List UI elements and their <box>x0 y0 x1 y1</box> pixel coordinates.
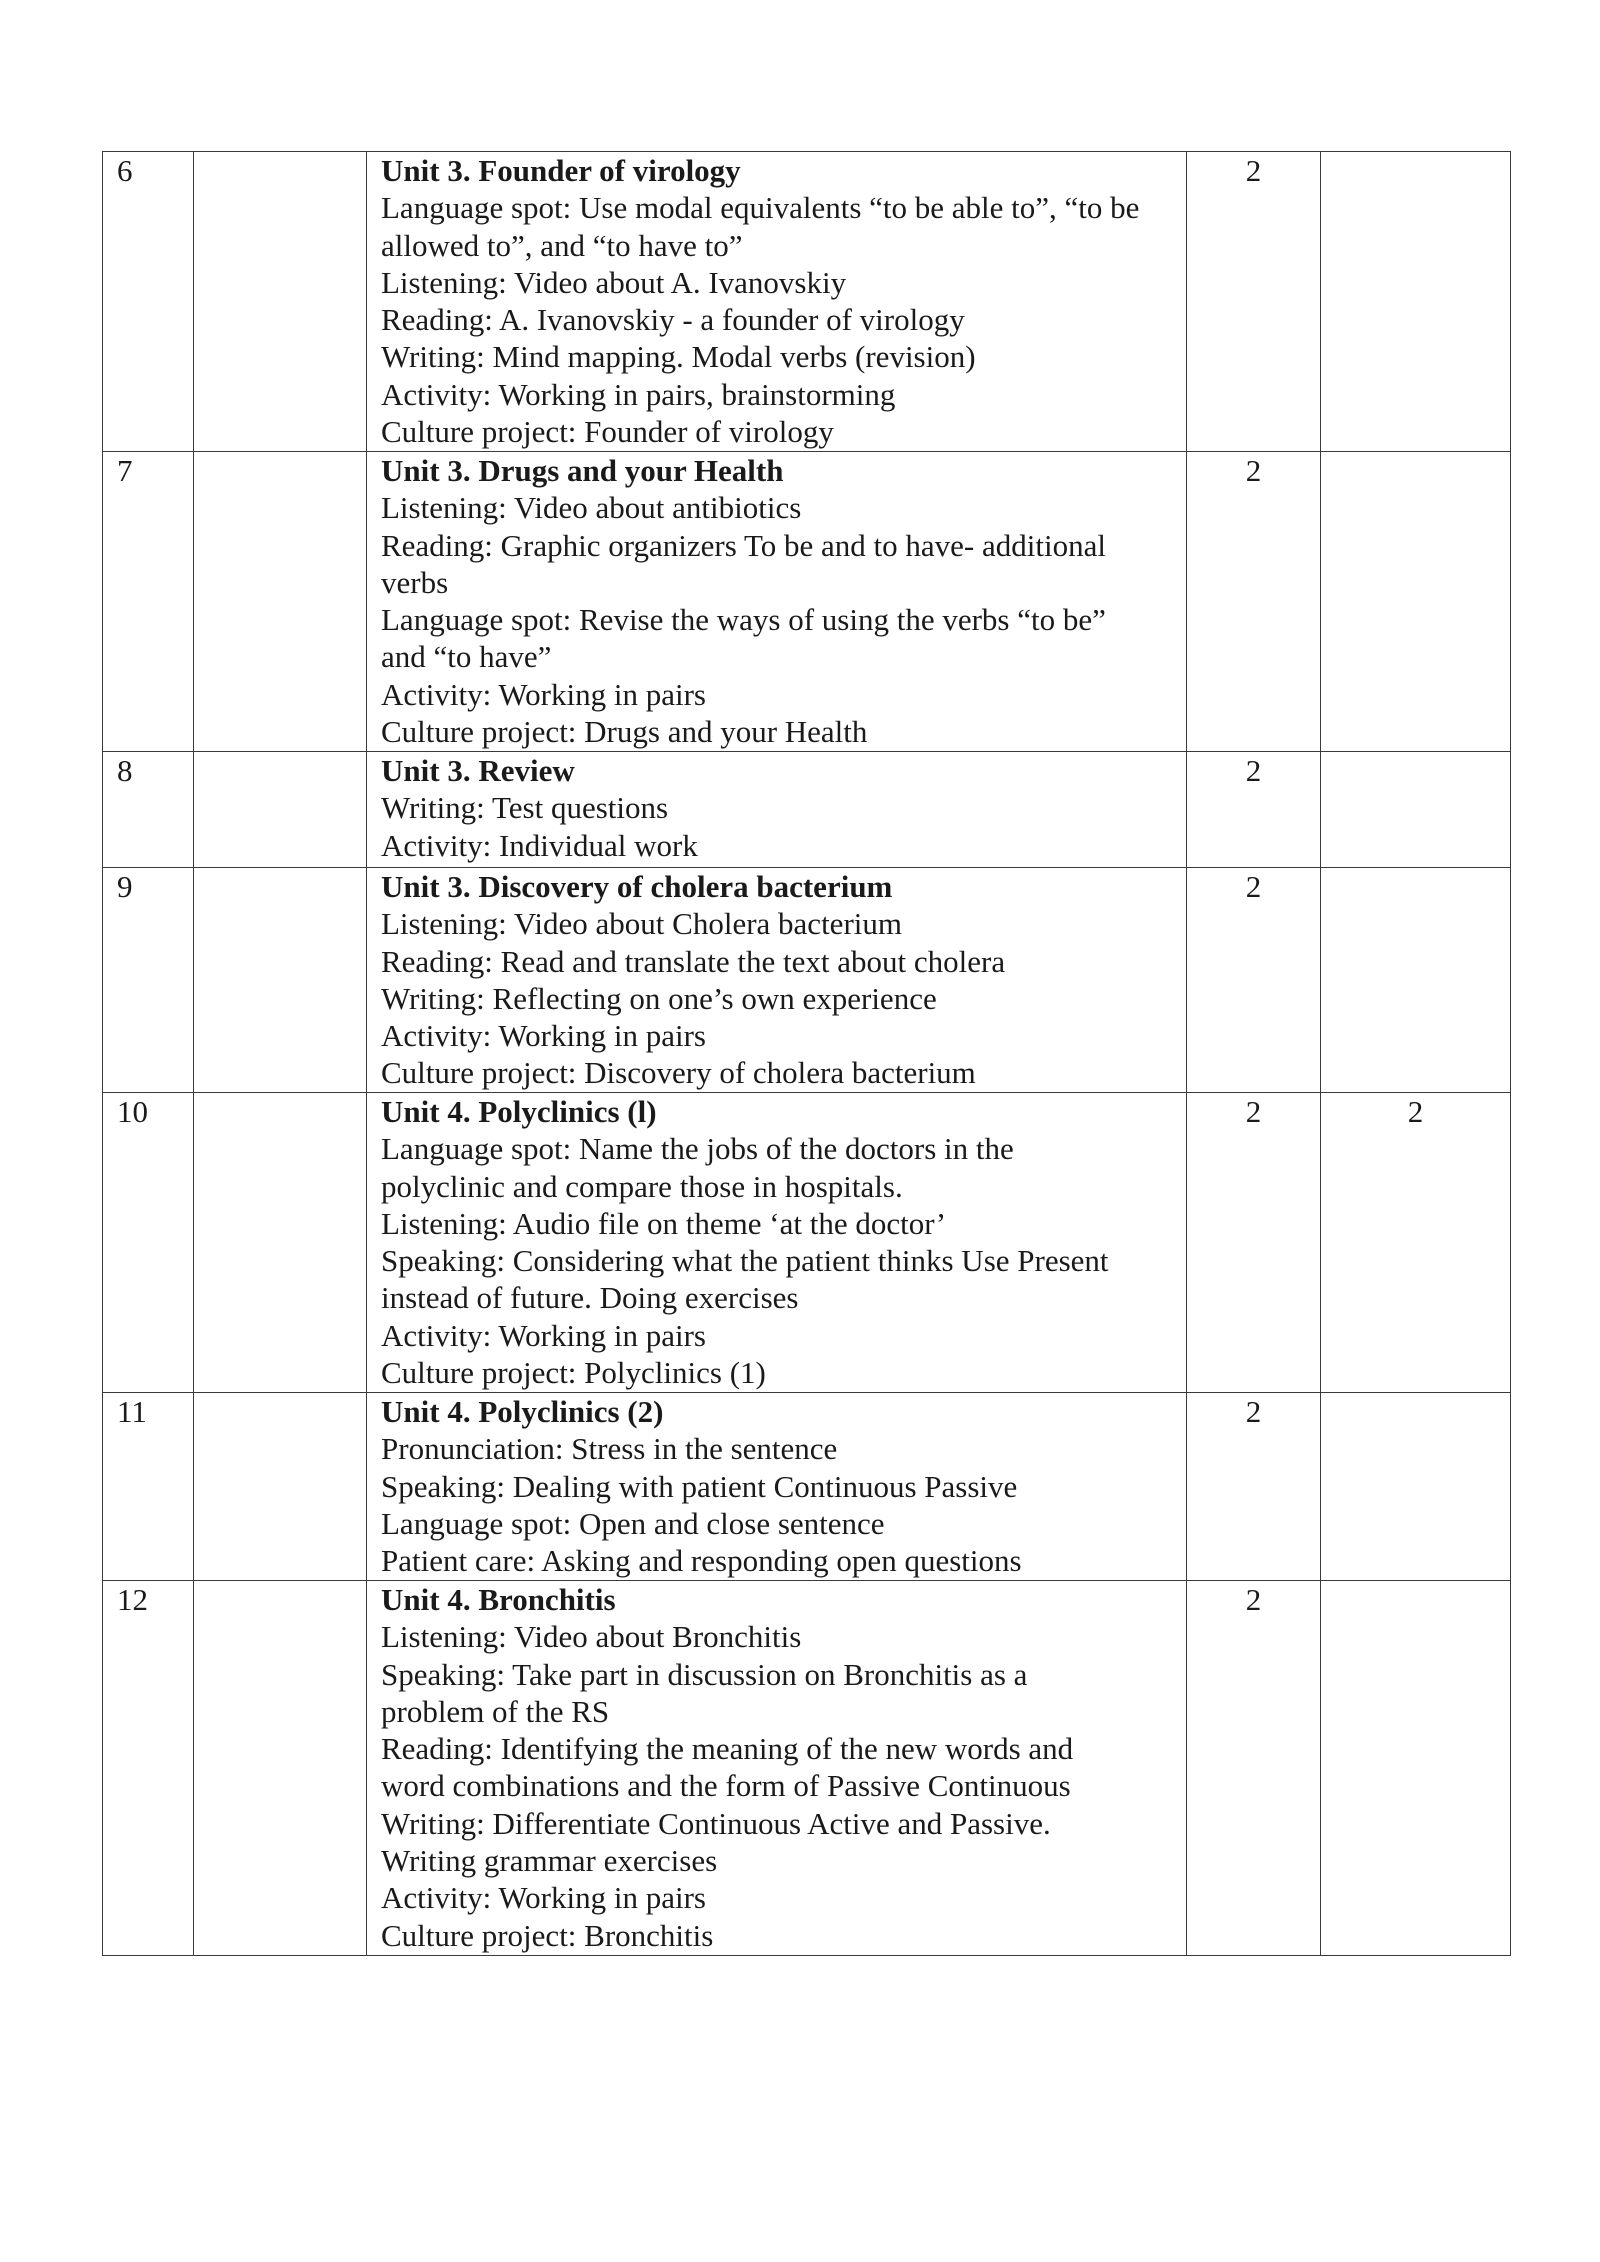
content-line: Activity: Working in pairs <box>381 676 706 712</box>
content-line: Language spot: Name the jobs of the doctors in the <box>381 1131 1014 1167</box>
content-line: Reading: Identifying the meaning of the new words and <box>381 1731 1074 1767</box>
table-row <box>103 868 1511 1093</box>
content-line: Listening: Video about A. Ivanovskiy <box>381 264 847 300</box>
table-row <box>103 452 1511 752</box>
table-row <box>103 752 1511 868</box>
unit-title: Unit 3. Founder of virology <box>381 153 741 188</box>
content-line: Culture project: Founder of virology <box>381 414 834 450</box>
lesson-content <box>367 752 1187 868</box>
content-line: problem of the RS <box>381 1693 610 1729</box>
hours-cell: 2 <box>1187 868 1321 1093</box>
extra-hours-cell <box>1321 1581 1511 1956</box>
content-line: Listening: Video about Bronchitis <box>381 1619 802 1655</box>
lesson-content <box>367 1581 1187 1956</box>
lesson-number: 6 <box>103 152 194 452</box>
hours-cell: 2 <box>1187 152 1321 452</box>
content-line: Listening: Video about antibiotics <box>381 490 802 526</box>
content-line: Writing: Differentiate Continuous Active and Passive. <box>381 1805 1051 1841</box>
table-row <box>103 1581 1511 1956</box>
hours-cell: 2 <box>1187 1581 1321 1956</box>
table-body <box>103 152 1511 1956</box>
lesson-content <box>367 1393 1187 1581</box>
unit-title: Unit 3. Discovery of cholera bacterium <box>381 869 893 904</box>
extra-hours-cell: 2 <box>1321 1093 1511 1393</box>
content-line: Listening: Video about Cholera bacterium <box>381 906 902 942</box>
content-line: Reading: Graphic organizers To be and to have- additional <box>381 527 1106 563</box>
lesson-content <box>367 868 1187 1093</box>
content-line: Activity: Working in pairs <box>381 1880 706 1916</box>
extra-hours-cell <box>1321 1393 1511 1581</box>
lesson-content <box>367 452 1187 752</box>
hours-cell: 2 <box>1187 752 1321 868</box>
content-line: Speaking: Considering what the patient thinks Use Present <box>381 1243 1109 1279</box>
syllabus-table <box>102 151 1511 1956</box>
lesson-number: 7 <box>103 452 194 752</box>
unit-title: Unit 4. Bronchitis <box>381 1582 616 1617</box>
content-line: polyclinic and compare those in hospitals. <box>381 1168 903 1204</box>
content-line: Language spot: Use modal equivalents “to be able to”, “to be <box>381 190 1140 226</box>
content-line: Language spot: Open and close sentence <box>381 1505 885 1541</box>
content-line: Speaking: Take part in discussion on Bronchitis as a <box>381 1656 1028 1692</box>
content-line: and “to have” <box>381 639 552 675</box>
content-line: Writing: Test questions <box>381 790 669 826</box>
lesson-content <box>367 152 1187 452</box>
content-line: Reading: Read and translate the text about cholera <box>381 943 1006 979</box>
content-line: Writing grammar exercises <box>381 1843 718 1879</box>
table-row <box>103 152 1511 452</box>
lesson-number: 12 <box>103 1581 194 1956</box>
empty-cell <box>194 452 367 752</box>
empty-cell <box>194 1393 367 1581</box>
empty-cell <box>194 752 367 868</box>
extra-hours-cell <box>1321 752 1511 868</box>
content-line: Pronunciation: Stress in the sentence <box>381 1431 838 1467</box>
lesson-number: 8 <box>103 752 194 868</box>
lesson-number: 10 <box>103 1093 194 1393</box>
content-line: allowed to”, and “to have to” <box>381 227 743 263</box>
content-line: instead of future. Doing exercises <box>381 1280 799 1316</box>
lesson-content <box>367 1093 1187 1393</box>
content-line: Culture project: Bronchitis <box>381 1917 714 1953</box>
lesson-number: 11 <box>103 1393 194 1581</box>
hours-cell: 2 <box>1187 1393 1321 1581</box>
content-line: Activity: Working in pairs, brainstorming <box>381 376 896 412</box>
content-line: Reading: A. Ivanovskiy - a founder of virology <box>381 302 965 338</box>
content-line: Patient care: Asking and responding open questions <box>381 1543 1022 1579</box>
unit-title: Unit 3. Drugs and your Health <box>381 453 784 488</box>
extra-hours-cell <box>1321 152 1511 452</box>
content-line: Writing: Reflecting on one’s own experience <box>381 980 937 1016</box>
extra-hours-cell <box>1321 452 1511 752</box>
unit-title: Unit 3. Review <box>381 753 575 788</box>
lesson-number: 9 <box>103 868 194 1093</box>
empty-cell <box>194 868 367 1093</box>
content-line: verbs <box>381 564 449 600</box>
table-row <box>103 1393 1511 1581</box>
content-line: Activity: Working in pairs <box>381 1018 706 1054</box>
content-line: Culture project: Discovery of cholera bacterium <box>381 1055 976 1091</box>
content-line: Writing: Mind mapping. Modal verbs (revision) <box>381 339 976 375</box>
content-line: Language spot: Revise the ways of using the verbs “to be” <box>381 602 1106 638</box>
empty-cell <box>194 1581 367 1956</box>
content-line: Culture project: Drugs and your Health <box>381 714 868 750</box>
content-line: word combinations and the form of Passive Continuous <box>381 1768 1071 1804</box>
unit-title: Unit 4. Polyclinics (2) <box>381 1394 664 1429</box>
empty-cell <box>194 152 367 452</box>
hours-cell: 2 <box>1187 1093 1321 1393</box>
empty-cell <box>194 1093 367 1393</box>
unit-title: Unit 4. Polyclinics (l) <box>381 1094 657 1129</box>
content-line: Listening: Audio file on theme ‘at the doctor’ <box>381 1205 947 1241</box>
content-line: Activity: Working in pairs <box>381 1317 706 1353</box>
table-row <box>103 1093 1511 1393</box>
content-line: Culture project: Polyclinics (1) <box>381 1355 766 1391</box>
hours-cell: 2 <box>1187 452 1321 752</box>
content-line: Activity: Individual work <box>381 827 698 863</box>
extra-hours-cell <box>1321 868 1511 1093</box>
content-line: Speaking: Dealing with patient Continuous Passive <box>381 1468 1018 1504</box>
